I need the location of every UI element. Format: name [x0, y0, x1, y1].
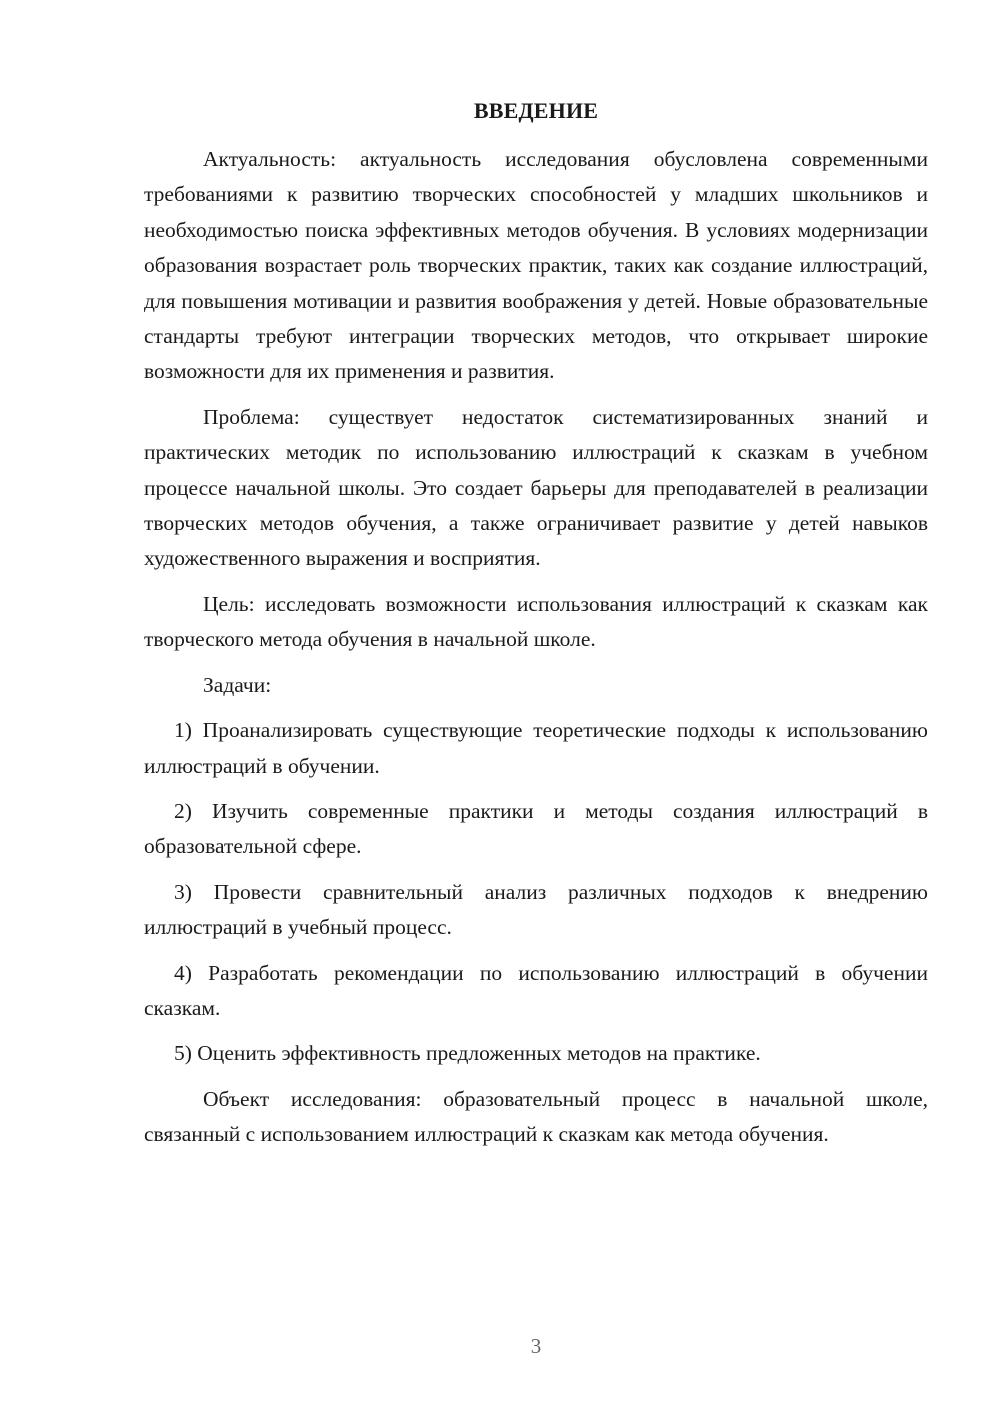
task-item-4: 4) Разработать рекомендации по использованию иллюстраций в обучении сказкам.	[144, 960, 928, 1020]
goal-paragraph: Цель: исследовать возможности использования иллюстраций к сказкам как творческого метода обучения в начальной школе.	[144, 591, 928, 652]
object-paragraph: Объект исследования: образовательный процесс в начальной школе, связанный с использованием иллюстраций к сказкам как метода обучения.	[144, 1086, 928, 1147]
relevance-paragraph: Актуальность: актуальность исследования обусловлена современными требованиями к развитию творческих способностей у младших школьников и необходимостью поиска эффективных методов обучения. В условиях модернизации образования возрастает роль творческих практик, таких как создание иллюстраций, для повышения мотивации и развития воображения у детей. Новые образовательные стандарты требуют интеграции творческих методов, что открывает широкие возможности для их применения и развития.	[144, 147, 928, 384]
page-title: ВВЕДЕНИЕ	[473, 98, 599, 123]
problem-paragraph: Проблема: существует недостаток систематизированных знаний и практических методик по использованию иллюстраций к сказкам в учебном процессе начальной школы. Это создает барьеры для преподавателей в реализации творческих методов обучения, а также ограничивает развитие у детей навыков художественного выражения и восприятия.	[144, 404, 928, 571]
task-item-2: 2) Изучить современные практики и методы создания иллюстраций в образовательной сфере.	[144, 798, 928, 859]
document-body	[144, 142, 928, 1163]
page-number: 3	[530, 1334, 542, 1358]
task-item-1: 1) Проанализировать существующие теоретические подходы к использованию иллюстраций в обучении.	[144, 718, 928, 778]
tasks-heading: Задачи:	[203, 672, 272, 697]
task-item-3: 3) Провести сравнительный анализ различных подходов к внедрению иллюстраций в учебный процесс.	[144, 879, 928, 940]
task-item-5: 5) Оценить эффективность предложенных методов на практике.	[174, 1041, 761, 1066]
document-page	[144, 0, 928, 1414]
